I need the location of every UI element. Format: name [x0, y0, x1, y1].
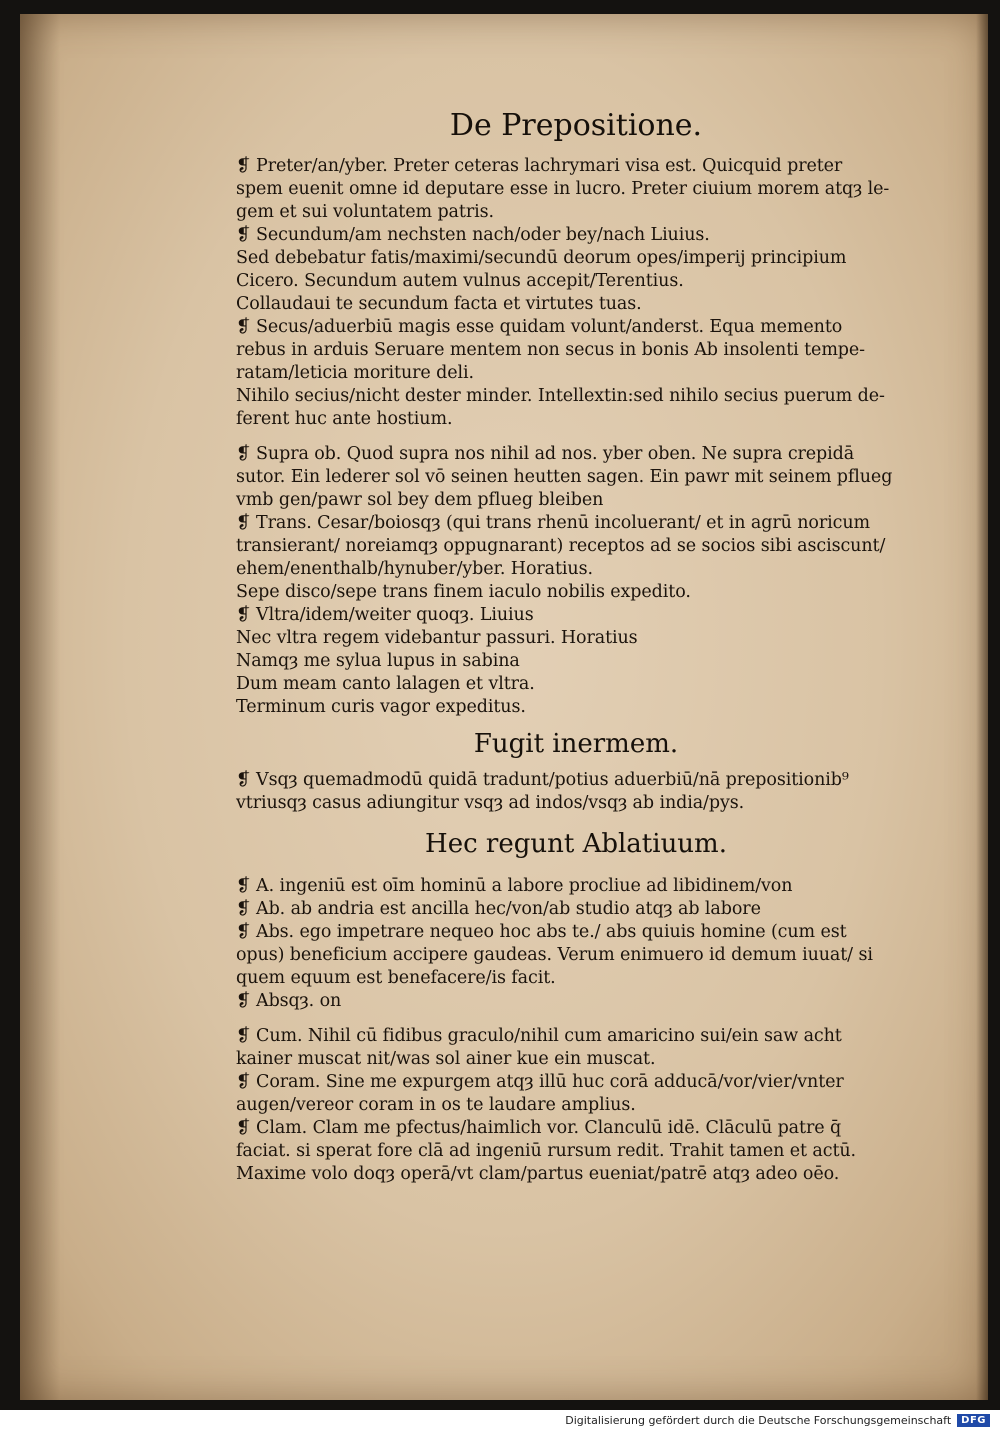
text-line: ❡ Trans. Cesar/boiosqȝ (qui trans rhenū incoluerant/ et in agrū noricum: [236, 513, 870, 533]
text-line: ferent huc ante hostium.: [236, 409, 453, 429]
text-line: ❡ Secus/aduerbiū magis esse quidam volunt/anderst. Equa memento: [236, 317, 843, 337]
text-line: ❡ Vltra/idem/weiter quoqȝ. Liuius: [236, 605, 534, 625]
text-line: kainer muscat nit/was sol ainer kue ein muscat.: [236, 1049, 656, 1069]
text-block-vsque: [236, 769, 956, 815]
text-line: Collaudaui te secundum facta et virtutes tuas.: [236, 294, 642, 314]
text-line: ratam/leticia moriture deli.: [236, 363, 474, 383]
text-line: vmb gen/pawr sol bey dem pflueg bleiben: [236, 490, 604, 510]
text-line: rebus in arduis Seruare mentem non secus in bonis Ab insolenti tempe-: [236, 340, 865, 360]
text-line: ❡ Secundum/am nechsten nach/oder bey/nach Liuius.: [236, 225, 710, 245]
text-line: Terminum curis vagor expeditus.: [236, 697, 526, 717]
text-line: spem euenit omne id deputare esse in lucro. Preter ciuium morem atqȝ le-: [236, 179, 890, 199]
heading-hec-regunt-ablatiuum: Hec regunt Ablatiuum.: [425, 829, 727, 859]
text-line: ❡ Abs. ego impetrare nequeo hoc abs te./ abs quiuis homine (cum est: [236, 922, 847, 942]
page-edge: [976, 14, 988, 1400]
text-line: transierant/ noreiamqȝ oppugnarant) receptos ad se socios sibi asciscunt/: [236, 536, 886, 556]
text-block-ablative: [236, 875, 956, 1013]
text-line: sutor. Ein lederer sol vō seinen heutten sagen. Ein pawr mit seinem pflueg: [236, 467, 893, 487]
text-line: ❡ Preter/an/yber. Preter ceteras lachrymari visa est. Quicquid preter: [236, 156, 843, 176]
text-line: Maxime volo doqȝ operā/vt clam/partus eueniat/patrē atqȝ adeo oēo.: [236, 1164, 840, 1184]
text-line: ❡ Ab. ab andria est ancilla hec/von/ab studio atqȝ ab labore: [236, 899, 761, 919]
gutter-shadow: [20, 14, 60, 1400]
text-line: Namqȝ me sylua lupus in sabina: [236, 651, 520, 671]
footer-credit: Digitalisierung gefördert durch die Deutsche Forschungsgemeinschaft: [565, 1414, 952, 1427]
text-line: Sepe disco/sepe trans finem iaculo nobilis expedito.: [236, 582, 691, 602]
text-line: opus) beneficium accipere gaudeas. Verum enimuero id demum iuuat/ si: [236, 945, 873, 965]
text-block-cum-coram-clam: [236, 1025, 956, 1186]
text-line: Sed debebatur fatis/maximi/secundū deorum opes/imperij principium: [236, 248, 847, 268]
text-line: ❡ Clam. Clam me pfectus/haimlich vor. Clanculū idē. Clāculū patre q̄: [236, 1118, 842, 1138]
text-line: ❡ Coram. Sine me expurgem atqȝ illū huc corā adducā/vor/vier/vnter: [236, 1072, 844, 1092]
footer-bar: [0, 1410, 1000, 1431]
page-text: [236, 100, 956, 1186]
text-line: quem equum est benefacere/is facit.: [236, 968, 556, 988]
text-line: vtriusqȝ casus adiungitur vsqȝ ad indos/vsqȝ ab india/pys.: [236, 793, 745, 813]
heading-de-prepositione: De Prepositione.: [449, 108, 703, 143]
text-block-preter: [236, 155, 956, 431]
text-line: ❡ Supra ob. Quod supra nos nihil ad nos. yber oben. Ne supra crepidā: [236, 444, 855, 464]
text-line: ❡ A. ingeniū est oīm hominū a labore procliue ad libidinem/von: [236, 876, 793, 896]
text-block-supra: [236, 443, 956, 719]
text-line: gem et sui voluntatem patris.: [236, 202, 494, 222]
text-line: ❡ Cum. Nihil cū fidibus graculo/nihil cum amaricino sui/ein saw acht: [236, 1026, 842, 1046]
text-line: faciat. si sperat fore clā ad ingeniū rursum redit. Trahit tamen et actū.: [236, 1141, 857, 1161]
heading-fugit-inermem: Fugit inermem.: [473, 729, 679, 759]
dfg-logo: DFG: [957, 1414, 990, 1427]
text-line: Cicero. Secundum autem vulnus accepit/Terentius.: [236, 271, 684, 291]
text-line: ehem/enenthalb/hynuber/yber. Horatius.: [236, 559, 593, 579]
text-line: Nihilo secius/nicht dester minder. Intellextin:sed nihilo secius puerum de-: [236, 386, 885, 406]
text-line: Dum meam canto lalagen et vltra.: [236, 674, 535, 694]
text-line: Nec vltra regem videbantur passuri. Horatius: [236, 628, 638, 648]
text-line: ❡ Vsqȝ quemadmodū quidā tradunt/potius aduerbiū/nā prepositionib⁹: [236, 770, 849, 790]
text-line: augen/vereor coram in os te laudare amplius.: [236, 1095, 636, 1115]
text-line: ❡ Absqȝ. on: [236, 991, 342, 1011]
